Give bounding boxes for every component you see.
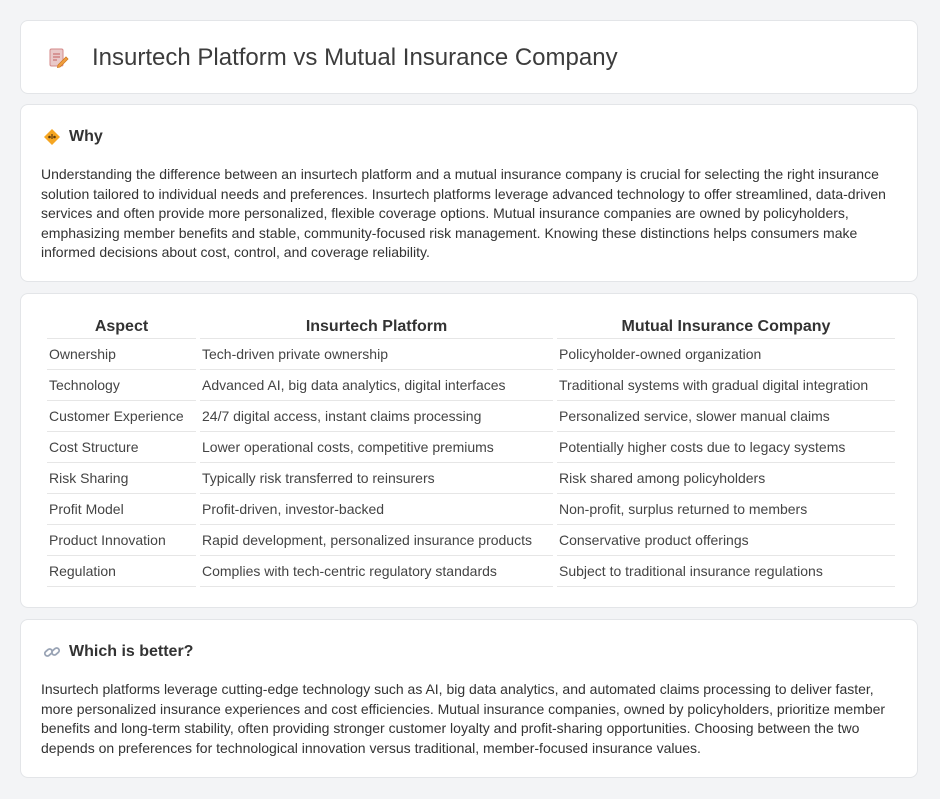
- better-heading-row: [43, 642, 193, 662]
- insurtech-cell: Advanced AI, big data analytics, digital interfaces: [200, 370, 553, 401]
- insurtech-cell: Profit-driven, investor-backed: [200, 494, 553, 525]
- header-insurtech: Insurtech Platform: [200, 316, 553, 339]
- insurtech-cell: 24/7 digital access, instant claims processing: [200, 401, 553, 432]
- aspect-cell: Regulation: [47, 556, 196, 587]
- why-section: [20, 104, 918, 282]
- table-row: [47, 401, 895, 432]
- mutual-cell: Personalized service, slower manual claims: [557, 401, 895, 432]
- insurtech-cell: Tech-driven private ownership: [200, 339, 553, 370]
- aspect-cell: Risk Sharing: [47, 463, 196, 494]
- table-row: [47, 463, 895, 494]
- comparison-section: [20, 293, 918, 608]
- link-icon: [43, 643, 61, 661]
- aspect-cell: Customer Experience: [47, 401, 196, 432]
- mutual-cell: Policyholder-owned organization: [557, 339, 895, 370]
- insurtech-cell: Complies with tech-centric regulatory standards: [200, 556, 553, 587]
- mutual-cell: Risk shared among policyholders: [557, 463, 895, 494]
- insurtech-cell: Typically risk transferred to reinsurers: [200, 463, 553, 494]
- why-heading: Why: [69, 128, 103, 145]
- table-row: [47, 339, 895, 370]
- mutual-cell: Non-profit, surplus returned to members: [557, 494, 895, 525]
- table-row: [47, 494, 895, 525]
- mutual-cell: Traditional systems with gradual digital integration: [557, 370, 895, 401]
- aspect-cell: Cost Structure: [47, 432, 196, 463]
- insurtech-cell: Rapid development, personalized insurance products: [200, 525, 553, 556]
- header-mutual: Mutual Insurance Company: [557, 316, 895, 339]
- document-pencil-icon: [47, 47, 69, 69]
- better-heading: Which is better?: [69, 643, 194, 660]
- why-text: Understanding the difference between an insurtech platform and a mutual insurance company is crucial for selecting the right insurance solution tailored to individual needs and preferences. Insurtech platforms leverage advanced technology to offer streamlined, data-driven services and often provide more personalized, flexible coverage options. Mutual insurance companies are owned by policyholders, emphasizing member benefits and stable, community-focused risk management. Knowing these distinctions helps consumers make informed decisions about cost, control, and coverage reliability.: [41, 166, 886, 260]
- mutual-cell: Potentially higher costs due to legacy systems: [557, 432, 895, 463]
- diamond-warning-icon: [43, 128, 61, 146]
- page-title: Insurtech Platform vs Mutual Insurance Company: [92, 44, 618, 71]
- table-row: [47, 556, 895, 587]
- table-row: [47, 525, 895, 556]
- table-row: [47, 432, 895, 463]
- mutual-cell: Subject to traditional insurance regulations: [557, 556, 895, 587]
- better-text: Insurtech platforms leverage cutting-edge technology such as AI, big data analytics, and automated claims processing to deliver faster, more personalized insurance experiences and cost efficiencies. Mutual insurance companies, owned by policyholders, prioritize member benefits and long-term stability, often providing stronger customer loyalty and profit-sharing opportunities. Choosing between the two depends on preferences for technological innovation versus traditional, member-focused insurance values.: [41, 681, 886, 756]
- header-aspect: Aspect: [47, 316, 196, 339]
- why-heading-row: [43, 127, 103, 147]
- comparison-table: [43, 316, 899, 587]
- title-card: [20, 20, 918, 94]
- insurtech-cell: Lower operational costs, competitive premiums: [200, 432, 553, 463]
- mutual-cell: Conservative product offerings: [557, 525, 895, 556]
- which-is-better-section: [20, 619, 918, 778]
- aspect-cell: Ownership: [47, 339, 196, 370]
- aspect-cell: Technology: [47, 370, 196, 401]
- table-header-row: [47, 316, 895, 339]
- aspect-cell: Product Innovation: [47, 525, 196, 556]
- aspect-cell: Profit Model: [47, 494, 196, 525]
- table-row: [47, 370, 895, 401]
